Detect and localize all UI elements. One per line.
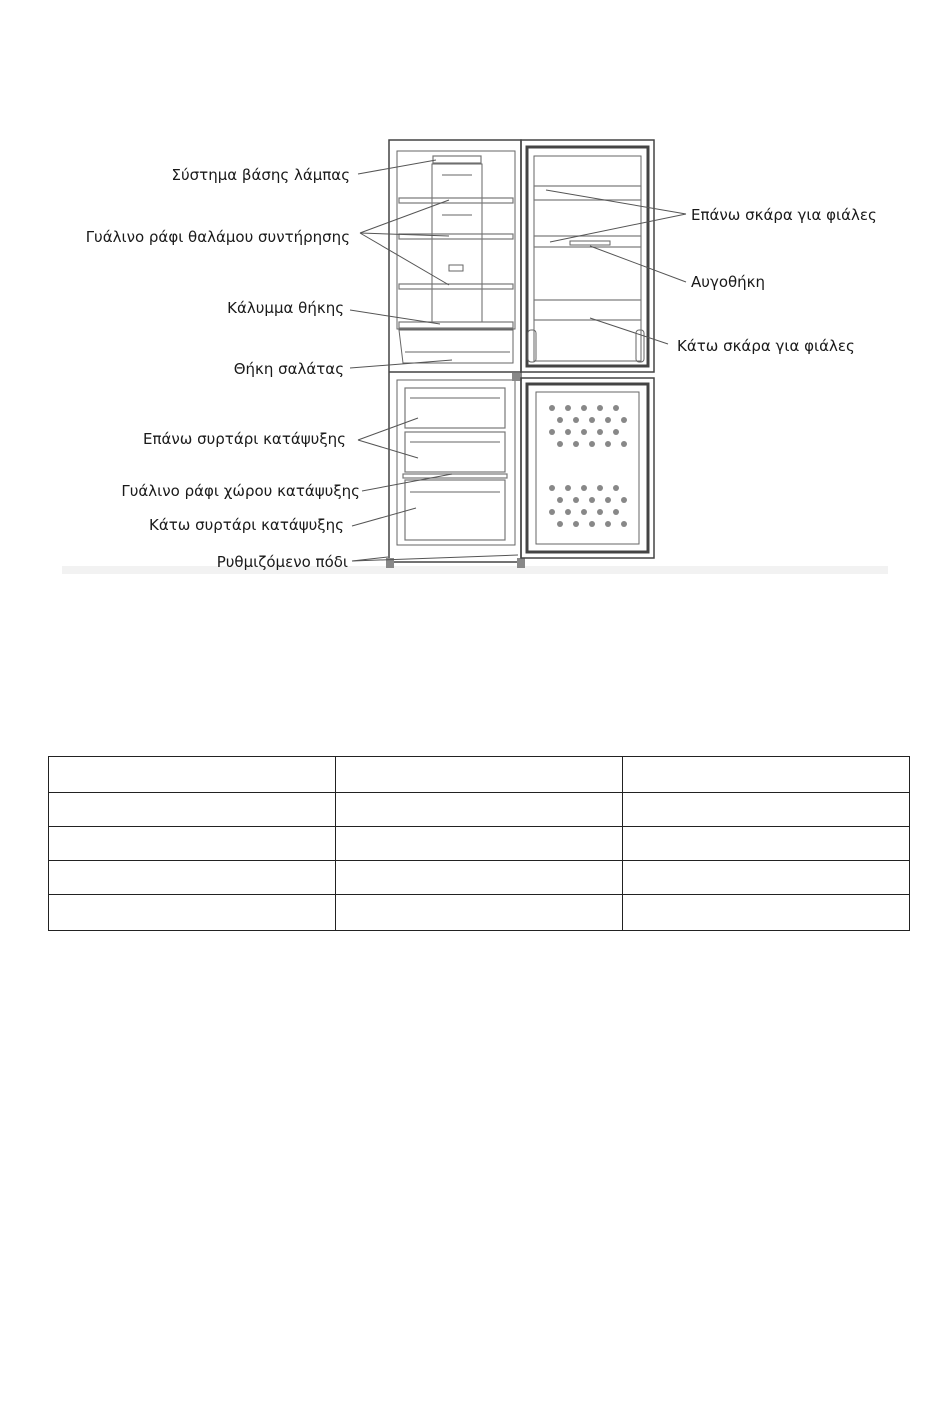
spec-table [48, 756, 910, 931]
table-cell [336, 827, 623, 861]
label-upper-drawer: Επάνω συρτάρι κατάψυξης [143, 430, 346, 448]
crisper-cover-shape [399, 322, 513, 328]
fridge-cabinet [386, 140, 525, 568]
label-egg-tray: Αυγοθήκη [691, 273, 766, 291]
glass-shelf-3 [399, 284, 513, 289]
table-cell [336, 861, 623, 895]
table-cell [336, 757, 623, 793]
freezer-glass-shelf [403, 474, 507, 478]
foot-right [517, 558, 525, 568]
table-cell [49, 895, 336, 931]
label-foot: Ρυθμιζόμενο πόδι [216, 553, 348, 571]
table-row [49, 861, 910, 895]
table-cell [623, 757, 910, 793]
door-pattern-lower [549, 485, 627, 527]
label-lower-bottle-rack: Κάτω σκάρα για φιάλες [677, 337, 855, 355]
crisper-box [399, 330, 513, 363]
glass-shelf-1 [399, 198, 513, 203]
table-cell [49, 757, 336, 793]
lamp-housing [433, 156, 481, 163]
upper-drawer-1 [405, 388, 505, 428]
label-crisper: Θήκη σαλάτας [233, 360, 344, 378]
upper-drawer-2 [405, 432, 505, 472]
table-cell [623, 793, 910, 827]
label-upper-bottle-rack: Επάνω σκάρα για φιάλες [691, 206, 877, 224]
table-cell [336, 895, 623, 931]
label-lamp: Σύστημα βάσης λάμπας [171, 166, 350, 184]
table-row [49, 895, 910, 931]
table-cell [49, 827, 336, 861]
lower-drawer [405, 480, 505, 540]
fridge-door [512, 140, 654, 381]
upper-bottle-rack-shape [534, 186, 641, 200]
table-cell [336, 793, 623, 827]
table-row [49, 757, 910, 793]
table-row [49, 793, 910, 827]
table-cell [623, 861, 910, 895]
lower-bottle-rack-shape [534, 300, 641, 320]
door-pattern-upper [549, 405, 627, 447]
table-cell [623, 827, 910, 861]
table-cell [623, 895, 910, 931]
label-freezer-shelf: Γυάλινο ράφι χώρου κατάψυξης [121, 482, 360, 500]
floor-band [62, 566, 888, 574]
table-row [49, 827, 910, 861]
refrigerator-diagram [0, 0, 950, 600]
thermostat [449, 265, 463, 271]
label-lower-drawer: Κάτω συρτάρι κατάψυξης [149, 516, 344, 534]
freezer-door [521, 378, 654, 558]
table-cell [49, 861, 336, 895]
table-cell [49, 793, 336, 827]
label-glass-shelf: Γυάλινο ράφι θαλάμου συντήρησης [85, 228, 350, 246]
label-crisper-cover: Κάλυμμα θήκης [227, 299, 344, 317]
